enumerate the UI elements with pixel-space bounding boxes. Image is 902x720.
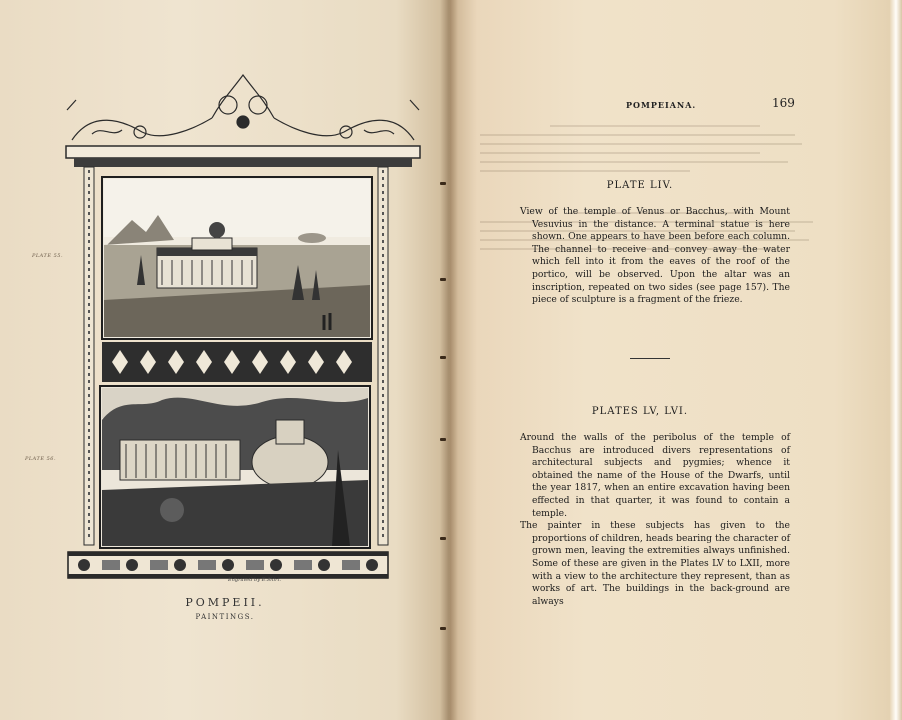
book-gutter <box>440 0 458 720</box>
section-divider <box>630 358 670 359</box>
engraved-plate-illustration <box>62 70 424 600</box>
binding-stitch <box>440 627 446 630</box>
binding-stitch <box>440 356 446 359</box>
plate-caption-subtitle: PAINTINGS. <box>195 613 255 621</box>
section-body-plate-liv <box>520 206 790 307</box>
temple-scene-bottom <box>100 386 370 548</box>
plate-note-bottom: PLATE 56. <box>25 456 57 462</box>
paragraph: View of the temple of Venus or Bacchus, with Mount Vesuvius in the distance. A terminal statue is here shown. One appears to have been before each column. The channel to receive and convey away the water which fell into it from the eaves of the roof of the portico, will be observed. Upon the altar was an inscription, repeated on two sides (see page 157). The piece of sculpture is a fragment of the frieze. <box>520 206 790 306</box>
bottom-frieze <box>68 552 388 578</box>
mosaic-band <box>102 342 372 382</box>
section-body-plates-lv-lvi <box>520 432 790 608</box>
plate-note-top: PLATE 55. <box>32 253 64 259</box>
binding-stitch <box>440 182 446 185</box>
running-head: POMPEIANA. <box>626 100 697 110</box>
engraver-credit: Engraved by E.Shirt. <box>228 577 282 583</box>
paragraph: The painter in these subjects has given to the proportions of children, heads bearing the character of grown men, leaving the extremities always unfinished. Some of these are given in the Plates LV to LXII, more with a view to the architecture they represent, than as works of art. The buildings in the back-ground are always <box>520 520 790 607</box>
temple-scene-top <box>102 177 372 339</box>
page-edge <box>890 0 902 720</box>
binding-stitch <box>440 438 446 441</box>
section-heading-plate-liv: PLATE LIV. <box>606 180 674 191</box>
binding-stitch <box>440 537 446 540</box>
plate-caption-title: POMPEII. <box>185 596 265 609</box>
crest-ornament <box>67 75 419 140</box>
page-number: 169 <box>772 96 795 110</box>
paragraph: Around the walls of the peribolus of the temple of Bacchus are introduced divers representations of architectural subjects and pygmies; whence it obtained the name of the House of the Dwarfs, until the year 1817, when an entire excavation having been effected in that quarter, it was found to contain a temple. <box>520 432 790 519</box>
section-heading-plates-lv-lvi: PLATES LV, LVI. <box>591 406 689 417</box>
binding-stitch <box>440 278 446 281</box>
